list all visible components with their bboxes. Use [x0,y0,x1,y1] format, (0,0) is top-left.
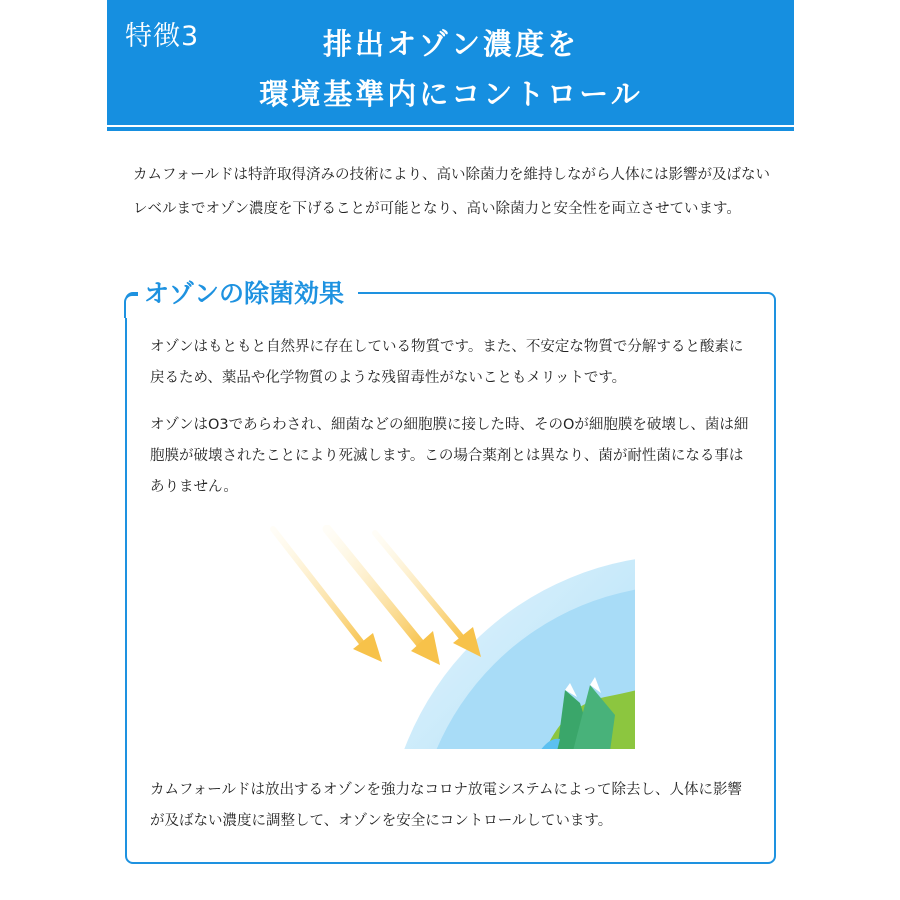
sunlight-arrows [273,529,481,665]
ozone-paragraph-2: オゾンはO3であらわされ、細菌などの細胞膜に接した時、そのOが細胞膜を破壊し、菌は細胞膜が破壊されたことにより死滅します。この場合薬剤とは異なり、菌が耐性菌になる事はありません。 [150,417,749,495]
ozone-effect-title: オゾンの除菌効果 [138,274,358,310]
feature-header [107,0,794,131]
sunlight-arrow-1 [273,529,365,647]
ozone-layer-illustration [265,525,637,751]
feature-label: 特徴3 [125,21,200,52]
ozone-paragraph-3: カムフォールドは放出するオゾンを強力なコロナ放電システムによって除去し、人体に影響が及ばない濃度に調整して、オゾンを安全にコントロールしています。 [150,782,743,829]
intro-text: カムフォールドは特許取得済みの技術により、高い除菌力を維持しながら人体には影響が及ばないレベルまでオゾン濃度を下げることが可能となり、高い除菌力と安全性を両立させています。 [133,167,770,217]
sunlight-arrow-3 [375,533,463,639]
ozone-paragraph-1: オゾンはもともと自然界に存在している物質です。また、不安定な物質で分解すると酸素に戻るため、薬品や化学物質のような残留毒性がないこともメリットです。 [150,339,744,386]
header-title-line1: 排出オゾン濃度を [322,27,579,61]
header-title-line2: 環境基準内にコントロール [259,77,643,111]
sunlight-arrow-2 [327,529,423,647]
